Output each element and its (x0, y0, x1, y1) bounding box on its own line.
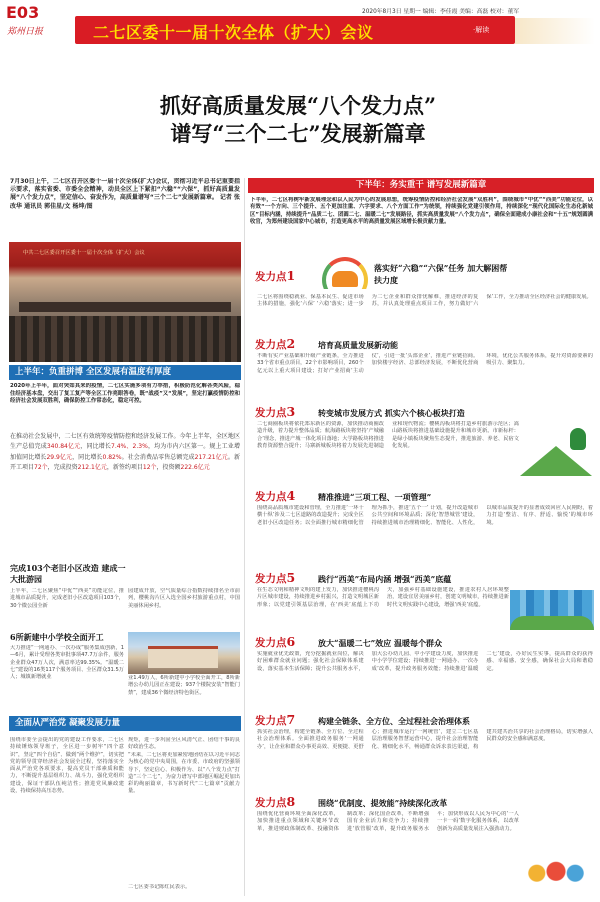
stat-text-8: ，完成投资 (47, 464, 78, 472)
left-sub2-text2: 业1.49万人，6所新建中小学校全面开工，8所新增公办幼儿园正在建设；937个楼院安装“智能门禁”，建成36个微经济特色街区。 (128, 675, 240, 696)
point-1-text: 二七区将围绕稳就业、保基本民生、促进市场主体的措施，强化‘六保’ ‘六稳’落实；进一步为二七企业和群众排忧解难，推进经济的复苏，并认真处理重点项目工作，努力做好‘六保’工作，全力推动全区经济社会的健康发展。 (257, 294, 592, 308)
column-divider (244, 178, 245, 896)
left-sub1-title: 完成103个老旧小区改造 建成一大批游园 (10, 563, 126, 584)
paper-logo: 郑州日报 (7, 27, 44, 37)
crowd-shape (524, 858, 588, 896)
stat-text-10: ，投资额 (156, 464, 181, 472)
point-8-text: 围绕优化营商环境全面深化改革，加快推进重点领域和关键环节改革，推进财政体制改革、投融资体制改革；深化国企改革，不断增强国有企业活力和竞争力；持续推进‘放管服’改革，提升政务服务水平；加快形成以人民为中心的‘一人一卡一码’数字化服务体系，以改革创新为高质量发展注入强劲动力。 (257, 811, 519, 832)
stat-text-6: 。社会消费品零售总额完成 (121, 453, 195, 461)
lead-text: 7月30日上午，二七区召开区委十一届十次全体(扩大)会议，贯彻习近平总书记重要指示要求，落实省委、市委全会精神，动员全区上下紧扣“六稳”“六保”，抓好高质量发展“八个发力点”，坚定信心、奋发作为，高质量谱写“三个二七”发展新篇章。 记者 张改华 通讯员 郭佳星/文 杨坤/图 (10, 178, 240, 210)
point-2-label: 发力点2 (255, 336, 296, 351)
tree-shape (570, 428, 586, 450)
right-section-bar: 下半年：务实重干 谱写发展新篇章 (248, 178, 594, 193)
point-6-label: 发力点6 (255, 634, 296, 649)
left-sec2-text2: 规矩，进一步巩固全区风清气正、团结干事的良好政治生态。 (128, 737, 240, 751)
stat-retail: 217.21亿元 (194, 453, 228, 461)
left-sec2-text4: 二七区委书记陈红民表示。 (128, 884, 191, 890)
mountain-shape (520, 446, 592, 476)
point-2-num: 2 (286, 336, 296, 351)
stat-industry: 29.9亿元 (46, 453, 73, 461)
stat-text-2: ，同比增长 (80, 443, 112, 451)
meeting-photo (9, 242, 241, 362)
point-6-title: 放大“温暖二七”效应 温暖每个群众 (318, 638, 442, 648)
point-7-num: 7 (286, 712, 296, 727)
stat-text-5: ，同比增长 (72, 453, 103, 461)
point-4-text: 围绕高品质城市建设和管理，全力推进‘一环十横十纵’涉及二七区道路的改造提升；完成全区老旧小区改造任务；以全面推行城市精细化管理为抓手，推进‘五个一’ 计划，提升改造城市公共空间和环境品质；深化‘智慧城管’建设，持续推进城市治理精细化、智能化、人性化，以城市品质提升的显著成效回应人民期盼，着力打造‘整洁、有序、舒适、愉悦’的城市环境。 (257, 505, 593, 526)
point-7-label: 发力点7 (255, 712, 296, 727)
left-sub2-text: 大力推进“一网通办、一次办成”服务集成创新，1—6月，累计受理各类审批事项47.7万余件，服务企业群众47万人次，满意率达99.35%。“温暖二七”建设的16类117个服务项目、全区群众31.5万人；城镇新增就业 (10, 645, 124, 681)
point-4-title: 精准推进“三项工程、一项管理” (318, 492, 432, 502)
point-8-title: 围绕“优制度、提效能”持续深化改革 (318, 798, 448, 808)
left-sec1-stats (10, 432, 240, 562)
left-sec2-text3: “未来，二七区将更加紧密地团结在以习近平同志为核心的党中央周围，在市委、市政府的坚强领导下，坚定信心、积极作为、以“八个发力点”打造“三个二七”，为奋力谱写中部地区崛起更加出彩的绚丽篇章，书写新时代“二七篇章”贡献力量。 (128, 752, 240, 795)
stat-signed-amount: 222.6亿元 (180, 464, 210, 472)
school-building (148, 646, 218, 668)
left-section-bar-1: 上半年：负重拼博 全区发展有温度有厚度 (9, 365, 241, 380)
point-7-title: 构建全链条、全方位、全过程社会治理体系 (318, 716, 470, 726)
point-5-title: 践行“西美”布局内涵 增强“西美”底蕴 (318, 574, 452, 584)
banner-tag: ·解读 (473, 26, 490, 34)
stat-industry-growth: 0.82% (102, 453, 122, 461)
left-sec2-text: 围绕市委全会提出的党的建设工作要求，二七区持续锤炼领导班子，全区进一步树牢“四个意识”，坚定“四个自信”、做到“两个维护”，切实把党的领导贯穿经济社会发展全过程，坚持落实全面从严治党各项要求，提高党员干部素质和能力，不断提升基层组织力、战斗力，强化党组织建设，保证干部队伍纯洁性；推进党风廉政建设，持续保持高压态势。 (10, 737, 124, 795)
stat-text-7: 。新开工项目 (10, 453, 240, 472)
point-8-label: 发力点8 (255, 794, 296, 809)
left-sec1-intro: 2020年上半年，面对突如其来的疫情，二七区实施多项有力举措，积极防范化解各类风险，稳住经济基本盘，交出了复工复产等全区工作亮眼答卷，既“战疫”又“发展”，坚定打赢疫情防控和经济社会发展双胜利，确保防控工作常态化，稳定可控。 (10, 383, 240, 405)
left-sub1-text2: 园建成开放，空气质量综合指数持续排名全市前列，樱桃沟片区入选全国乡村旅游重点村，中国美丽休闲乡村。 (128, 588, 240, 609)
point-5-num: 5 (286, 570, 296, 585)
banner-title: 二七区委十一届十次全体（扩大）会议 (93, 23, 374, 42)
point-5-label: 发力点5 (255, 570, 296, 585)
point-2-title: 培育高质量发展新动能 (318, 340, 398, 350)
green-hill (510, 616, 594, 630)
point-1-illustration (320, 255, 370, 289)
stat-new-projects: 72个 (34, 464, 48, 472)
stat-text-1: 在推动社会发展中，二七区有效统筹疫情防控和经济发展工作。今年上半年，全区地区生产总值完成 (10, 433, 240, 451)
banner (75, 16, 515, 44)
point-4-label: 发力点4 (255, 488, 296, 503)
banner-decoration (515, 18, 595, 44)
stat-text-3: ，均为市内六区第一。 (147, 443, 210, 451)
point-8-illustration (520, 840, 592, 896)
point-7-text: 抓实社会治理，构建全链条、全方位、全过程社会治理体系。全面推进政务服务‘一网通办’，让企业和群众办事更高效、更便捷、更舒心；推进城市运行‘一网统管’，建立二七区基层治理服务智慧运营中心，提升社会治理智能化、精细化水平，畅通群众诉求表达渠道，构建共建共治共享的社会治理格局，切实增强人民群众的安全感和满意度。 (257, 729, 593, 750)
point-1-title: 落实好“六稳”“六保”任务 加大解困帮扶力度 (374, 263, 508, 285)
point-3-illustration (520, 420, 592, 480)
point-1-num: 1 (286, 268, 296, 283)
point-6-num: 6 (286, 634, 296, 649)
page-meta: 2020年8月3日 星期一 编辑：李佳霞 美编：高磊 校对：董军 (362, 9, 520, 15)
stat-signed: 12个 (142, 464, 157, 472)
stat-text-4: 规上工业增加值同比增长 (10, 443, 240, 461)
left-section-bar-2: 全面从严治党 凝聚发展力量 (9, 716, 241, 731)
right-intro: 下半年，二七区将树牢新发展理念和以人民为中心的发展思想，统筹疫情防控和经济社会发展“双胜利”，围绕城市“中优”“西美”功能定位，以有效“一个方向、三个提升、五个更加注重、六字要求、八个方面工作”为统领，持续强化党建引领作用，持续深化“现代化国际化生态化新城区”目标内涵，持续提升“品质二七、团圆二七、温暖二七”发展路径，抓实高质量发展“八个发力点”，确保全面建成小康社会和“十五”规划圆满收官，为郑州建设国家中心城市，打造更高水平的高质量发展区域增长极贡献力量。 (250, 197, 593, 226)
meeting-photo-caption: 中共二七区委召开区委十一届十次全体（扩大）会议 (23, 250, 145, 256)
stat-gdp: 340.84亿元 (46, 443, 81, 451)
point-1-label: 发力点1 (255, 268, 296, 283)
point-5-text: 在生态文明和精神文明的建上发力，加快推进樱桃沟片区城市建设，持续推进乡村振兴，打造文明城区新形象；以党建引领基层治理，在‘西美’底蕴上下功夫，加强乡村基础设施建设，推进农村人居环境整治，建设宜居美丽乡村，创建文明城市，持续推进新时代文明实践中心建设，增强‘西美’底蕴。 (257, 587, 509, 608)
point-6-text: 实施就业优先政策，充分挖掘就业岗位，解决好困难群众就业问题；强化社会保障体系建设，落实基本生活保障；提升公共服务水平，加大公办幼儿园、中小学建设力度，加快推进中小学学位建设；持续推进‘一网通办、一次办成’改革，提升政务服务效能；持续推进‘温暖二七’建设，办好民生实事，提高群众的获得感、幸福感、安全感，确保社会大局和谐稳定。 (257, 651, 593, 672)
masthead (0, 0, 600, 46)
stat-growth: 7.4%、2.3% (111, 443, 148, 451)
audience (9, 316, 241, 362)
point-3-num: 3 (286, 404, 296, 419)
point-8-num: 8 (286, 794, 296, 809)
left-sub2-title: 6所新建中小学校全面开工 (10, 632, 104, 642)
point-2-text: 不断有实产业基础和升级产业链条，全力推进33个省市重点项目，22个市影响项目，260个亿元以上重大项目建设；打好产业招商‘主动仗’，引进一批‘头部企业’，推进产业链招商。加快楼宇经济、总部经济发展，不断优化营商环境，优化公共服务体系，提升对资源要素的吸引力、聚集力。 (257, 353, 593, 374)
point-4-num: 4 (286, 488, 296, 503)
headline-line2: 谱写“三个二七”发展新篇章 (170, 121, 426, 146)
stat-text-9: ，新签约项目 (106, 464, 143, 472)
point-5-illustration (510, 570, 594, 630)
family-figures (332, 271, 358, 287)
headline-line1: 抓好高质量发展“八个发力点” (159, 93, 437, 118)
point-3-label: 发力点3 (255, 404, 296, 419)
stat-investment: 212.1亿元 (77, 464, 107, 472)
point-3-title: 转变城市发展方式 抓实六个核心板块打造 (318, 408, 465, 418)
page-code: E03 (6, 3, 40, 22)
stage-table (19, 302, 231, 312)
left-sub1-text: 上半年，二七区聚焦“中优”“西美”功能定位，推进城市品质提升，完成老旧小区改造项目103个，30个微公园全新 (10, 588, 124, 609)
school-photo (128, 632, 240, 674)
point-3-text: 二七商圈板块将依托郑东新区的资源，加快推动商圈改造升级，着力提升整体品质；航海路板块将坚持‘产城融合’理念，推进产城一体化项目落地；大学路板块将推进教育资源整合提升；马寨新城板块将着力发展先进制造业和现代物流；樱桃沟板块将打造乡村旅游示范区；嵩山路板块将推进基础设施提升和城市更新。市新标杆：是绿小镇板块聚焦生态提升，推进旅游、养老、民宿文化发展。 (257, 421, 519, 449)
